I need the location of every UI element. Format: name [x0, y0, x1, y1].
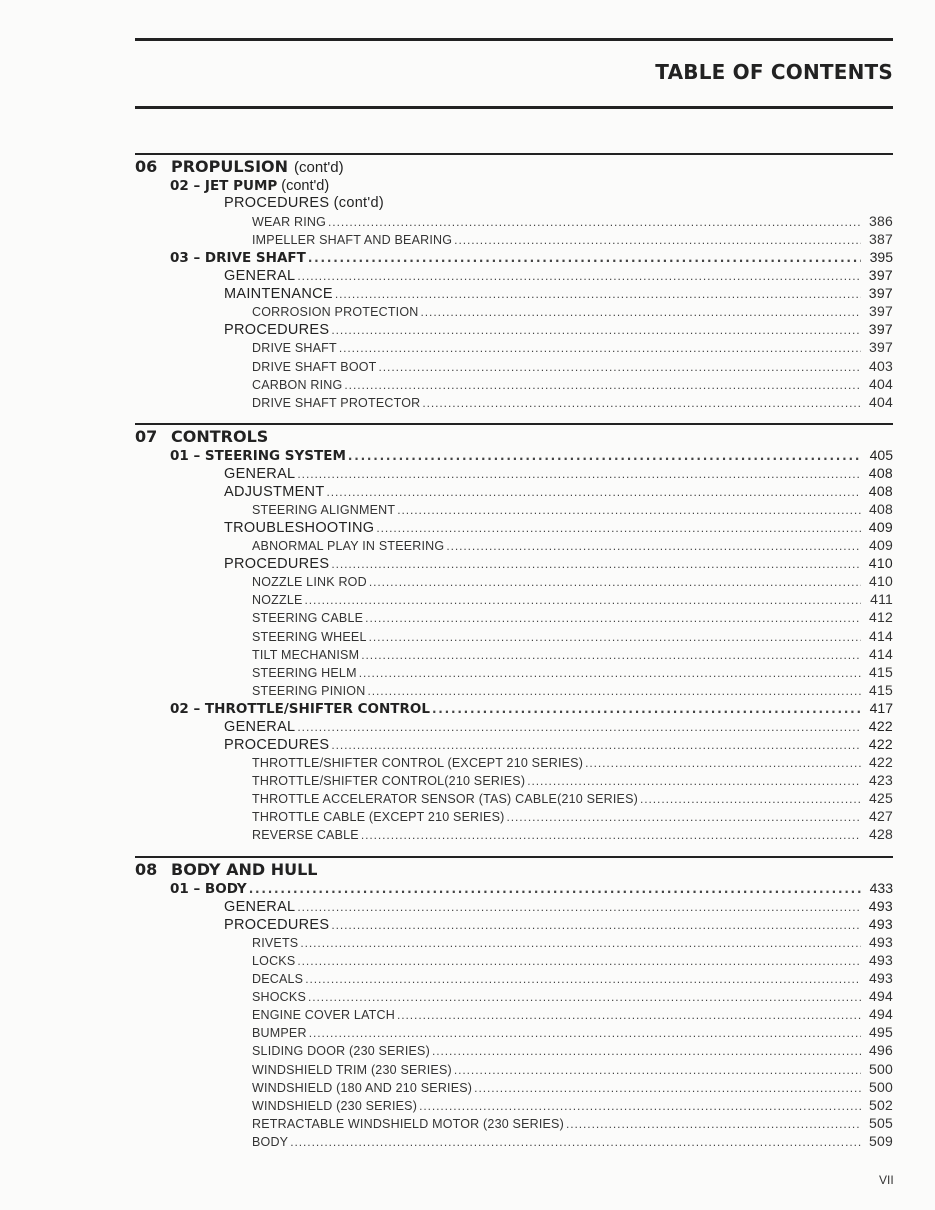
toc-entry-label: PROCEDURES — [224, 556, 330, 573]
toc-dot-leader — [527, 774, 861, 788]
toc-dot-leader — [474, 1081, 861, 1095]
toc-entry-label: REVERSE CABLE — [252, 828, 359, 843]
toc-page-number: 502 — [869, 1096, 893, 1113]
toc-page-number: 425 — [869, 789, 893, 806]
toc-entry[interactable] — [224, 267, 893, 285]
toc-entry[interactable] — [252, 303, 893, 321]
toc-entry-label: WEAR RING — [252, 215, 327, 230]
toc-dot-leader — [290, 1135, 861, 1149]
toc-dot-leader — [309, 1026, 861, 1040]
toc-dot-leader — [365, 611, 861, 625]
toc-entry-label: CORROSION PROTECTION — [252, 305, 419, 320]
toc-entry[interactable] — [252, 1133, 893, 1151]
toc-entry[interactable] — [252, 609, 893, 627]
toc-page-number: 397 — [868, 285, 893, 302]
page-number: VII — [879, 1173, 894, 1187]
toc-entry-label: BODY — [252, 1134, 289, 1149]
toc-dot-leader — [367, 684, 861, 698]
toc-entry-label: GENERAL — [224, 466, 296, 483]
toc-entry[interactable] — [224, 736, 893, 754]
toc-dot-leader — [348, 448, 861, 464]
toc-entry-label: MAINTENANCE — [224, 286, 333, 303]
toc-entry[interactable] — [252, 682, 893, 700]
toc-entry[interactable] — [170, 880, 893, 898]
toc-dot-leader — [566, 1117, 861, 1131]
section-heading — [135, 427, 893, 447]
toc-dot-leader — [300, 936, 861, 950]
toc-entry-label: THROTTLE CABLE (EXCEPT 210 SERIES) — [252, 810, 505, 824]
section-heading — [135, 860, 893, 880]
toc-entry-label: STEERING CABLE — [252, 611, 364, 626]
toc-entry-label — [170, 177, 329, 194]
toc-entry[interactable] — [252, 988, 893, 1006]
toc-entry-label: DECALS — [252, 972, 304, 987]
toc-page-number: 493 — [868, 916, 893, 933]
toc-page-number: 403 — [869, 357, 893, 374]
toc-entry-label: 01 – BODY — [170, 881, 247, 897]
section-number: 06 — [135, 157, 158, 176]
toc-entry[interactable] — [252, 646, 893, 664]
section-rule — [135, 856, 893, 858]
toc-dot-leader — [422, 396, 861, 410]
toc-entry[interactable] — [252, 1079, 893, 1097]
toc-dot-leader — [305, 593, 861, 607]
toc-subheading[interactable]: PROCEDURES (cont'd) — [224, 195, 384, 212]
toc-entry[interactable] — [252, 501, 893, 519]
header-top-rule — [135, 38, 893, 41]
toc-page-number: 409 — [868, 519, 893, 536]
toc-dot-leader — [361, 828, 861, 842]
toc-page-number: 397 — [869, 303, 893, 320]
toc-entry-label: 01 – STEERING SYSTEM — [170, 448, 346, 464]
section-title: PROPULSION — [171, 157, 289, 176]
toc-dot-leader — [397, 1008, 861, 1022]
toc-entry-label: 03 – DRIVE SHAFT — [170, 250, 306, 267]
toc-dot-leader — [376, 520, 861, 536]
toc-entry-label: ABNORMAL PLAY IN STEERING — [252, 539, 445, 554]
toc-page-number: 417 — [869, 699, 893, 716]
toc-page-number: 422 — [868, 735, 893, 752]
toc-entry[interactable] — [252, 591, 893, 609]
toc-dot-leader — [331, 737, 861, 753]
toc-page-number: 505 — [869, 1114, 893, 1131]
toc-dot-leader — [379, 360, 861, 374]
toc-dot-leader — [585, 756, 861, 770]
toc-entry[interactable] — [252, 1024, 893, 1042]
toc-entry[interactable] — [252, 952, 893, 970]
toc-entry-label: DRIVE SHAFT PROTECTOR — [252, 395, 421, 410]
toc-dot-leader — [331, 917, 861, 933]
toc-entry-label: BUMPER — [252, 1026, 307, 1041]
toc-dot-leader — [369, 630, 861, 644]
toc-page-number: 422 — [868, 717, 893, 734]
toc-page-number: 500 — [869, 1060, 893, 1077]
toc-entry-label: GENERAL — [224, 899, 296, 916]
toc-entry[interactable] — [252, 808, 893, 826]
toc-entry-label: LOCKS — [252, 954, 296, 969]
toc-chapter-label: 02 – JET PUMP — [170, 178, 278, 194]
toc-entry[interactable] — [252, 339, 893, 357]
toc-chapter-continued: (cont'd) — [281, 178, 330, 194]
toc-page-number: 493 — [869, 952, 893, 969]
toc-entry[interactable] — [224, 916, 893, 934]
toc-page-number: 410 — [868, 555, 893, 572]
toc-entry[interactable] — [252, 772, 893, 790]
toc-entry-label: PROCEDURES — [224, 917, 330, 934]
toc-entry[interactable] — [224, 555, 893, 573]
toc-entry-label: ADJUSTMENT — [224, 484, 325, 501]
toc-dot-leader — [454, 1063, 861, 1077]
toc-dot-leader — [432, 1044, 861, 1058]
toc-page-number: 414 — [869, 645, 893, 662]
toc-entry[interactable] — [252, 934, 893, 952]
toc-entry-label: THROTTLE ACCELERATOR SENSOR (TAS) CABLE(210 SERIES) — [252, 791, 638, 806]
toc-page-number: 423 — [869, 771, 893, 788]
toc-entry[interactable] — [252, 573, 893, 591]
toc-page-number: 414 — [869, 627, 893, 644]
toc-dot-leader — [446, 539, 861, 553]
toc-page-number: 412 — [869, 609, 893, 626]
toc-entry-label: CARBON RING — [252, 377, 343, 392]
toc-page-number: 493 — [869, 934, 893, 951]
toc-entry[interactable] — [170, 249, 893, 267]
page-title: TABLE OF CONTENTS — [655, 60, 893, 84]
toc-page-number: 408 — [868, 483, 893, 500]
toc-entry[interactable] — [252, 664, 893, 682]
toc-page-number: 427 — [869, 808, 893, 824]
section-number: 08 — [135, 860, 158, 879]
toc-entry-label: RETRACTABLE WINDSHIELD MOTOR (230 SERIES) — [252, 1116, 564, 1131]
toc-dot-leader — [421, 305, 861, 319]
toc-page-number: 404 — [869, 393, 893, 410]
toc-entry-label: WINDSHIELD (180 AND 210 SERIES) — [252, 1080, 473, 1095]
toc-entry-label: THROTTLE/SHIFTER CONTROL(210 SERIES) — [252, 773, 526, 788]
toc-entry[interactable] — [252, 1097, 893, 1115]
toc-dot-leader — [297, 899, 861, 915]
toc-entry[interactable] — [224, 483, 893, 501]
toc-page-number: 397 — [868, 321, 893, 338]
toc-entry-label: STEERING WHEEL — [252, 629, 367, 644]
toc-page-number: 387 — [869, 231, 893, 248]
toc-entry[interactable] — [224, 718, 893, 736]
toc-entry[interactable] — [224, 898, 893, 916]
toc-entry[interactable] — [252, 1061, 893, 1079]
toc-page-number: 415 — [869, 663, 893, 680]
toc-entry[interactable] — [224, 321, 893, 339]
toc-entry[interactable] — [252, 1115, 893, 1133]
toc-dot-leader — [339, 341, 861, 355]
toc-entry-label: WINDSHIELD (230 SERIES) — [252, 1098, 418, 1113]
toc-page-number: 408 — [869, 501, 893, 518]
toc-dot-leader — [305, 972, 861, 986]
toc-page-number: 409 — [869, 537, 893, 554]
toc-page-number: 494 — [869, 1006, 893, 1023]
toc-entry-label: PROCEDURES — [224, 736, 330, 753]
toc-entry-label: DRIVE SHAFT — [252, 341, 337, 356]
toc-page-number: 433 — [869, 880, 893, 896]
toc-dot-leader — [640, 792, 861, 806]
toc-page-number: 386 — [869, 213, 893, 230]
toc-entry-label: GENERAL — [224, 268, 296, 285]
toc-dot-leader — [308, 250, 861, 266]
toc-entry-label: STEERING ALIGNMENT — [252, 503, 396, 518]
toc-entry[interactable] — [252, 394, 893, 412]
toc-entry[interactable] — [224, 465, 893, 483]
section-rule — [135, 153, 893, 155]
section-heading — [135, 157, 893, 177]
toc-page-number: 494 — [869, 988, 893, 1005]
toc-entry[interactable] — [224, 285, 893, 303]
toc-dot-leader — [328, 215, 861, 229]
toc-entry-label: SHOCKS — [252, 990, 306, 1005]
toc-entry-label: IMPELLER SHAFT AND BEARING — [252, 233, 453, 248]
toc-dot-leader — [359, 666, 861, 680]
toc-page-number: 411 — [870, 591, 893, 608]
toc-entry-label: TILT MECHANISM — [252, 647, 360, 662]
toc-entry[interactable] — [252, 376, 893, 394]
toc-dot-leader — [297, 954, 861, 968]
toc-page-number: 496 — [869, 1042, 893, 1059]
toc-dot-leader — [308, 990, 861, 1004]
toc-dot-leader — [454, 233, 861, 247]
toc-dot-leader — [249, 881, 861, 897]
toc-dot-leader — [331, 556, 861, 572]
toc-page-number: 422 — [869, 753, 893, 770]
toc-dot-leader — [397, 503, 861, 517]
toc-dot-leader — [361, 648, 861, 662]
toc-entry-label: TROUBLESHOOTING — [224, 520, 375, 537]
toc-entry-label: THROTTLE/SHIFTER CONTROL (EXCEPT 210 SERIES) — [252, 755, 584, 770]
toc-entry-label: NOZZLE — [252, 593, 303, 608]
toc-page-number: 395 — [869, 249, 893, 266]
toc-page-number: 408 — [868, 465, 893, 482]
toc-entry-label: GENERAL — [224, 718, 296, 735]
toc-dot-leader — [506, 810, 861, 824]
toc-page-number: 509 — [869, 1132, 893, 1149]
toc-entry-label: STEERING HELM — [252, 665, 357, 680]
toc-dot-leader — [297, 268, 861, 284]
toc-entry[interactable] — [252, 1006, 893, 1024]
toc-entry-label: WINDSHIELD TRIM (230 SERIES) — [252, 1062, 452, 1077]
toc-entry[interactable] — [252, 826, 893, 844]
toc-dot-leader — [331, 322, 861, 338]
toc-entry-label: ENGINE COVER LATCH — [252, 1008, 395, 1023]
toc-entry[interactable] — [170, 447, 893, 465]
toc-entry[interactable] — [252, 358, 893, 376]
toc-dot-leader — [369, 575, 861, 589]
toc-dot-leader — [297, 719, 861, 735]
toc-page-number: 397 — [869, 339, 893, 356]
toc-entry-label: DRIVE SHAFT BOOT — [252, 359, 377, 374]
section-rule — [135, 423, 893, 425]
toc-entry-label: NOZZLE LINK ROD — [252, 575, 367, 590]
toc-dot-leader — [432, 701, 861, 717]
toc-page-number: 405 — [869, 447, 893, 463]
toc-entry[interactable] — [170, 177, 893, 195]
toc-page-number: 428 — [869, 826, 893, 843]
toc-entry-label: PROCEDURES — [224, 322, 330, 339]
toc-dot-leader — [326, 484, 861, 500]
toc-entry[interactable] — [252, 754, 893, 772]
toc-dot-leader — [335, 286, 861, 302]
toc-page-number: 500 — [869, 1078, 893, 1095]
header-bottom-rule — [135, 106, 893, 109]
toc-entry[interactable] — [252, 790, 893, 808]
toc-entry[interactable] — [224, 519, 893, 537]
toc-entry[interactable] — [252, 537, 893, 555]
toc-dot-leader — [344, 378, 861, 392]
toc-entry[interactable] — [170, 700, 893, 718]
toc-entry[interactable] — [252, 213, 893, 231]
section-continued: (cont'd) — [294, 159, 344, 176]
toc-entry[interactable] — [252, 628, 893, 646]
toc-entry[interactable] — [252, 231, 893, 249]
toc-page-number: 397 — [868, 267, 893, 284]
toc-entry-label: SLIDING DOOR (230 SERIES) — [252, 1044, 430, 1059]
toc-entry[interactable] — [252, 970, 893, 988]
toc-entry[interactable] — [252, 1042, 893, 1060]
toc-entry-label: RIVETS — [252, 936, 299, 951]
toc-dot-leader — [419, 1099, 861, 1113]
section-title: CONTROLS — [171, 427, 269, 446]
toc-page-number: 404 — [869, 375, 893, 392]
toc-entry-label: 02 – THROTTLE/SHIFTER CONTROL — [170, 700, 430, 717]
toc-page-number: 415 — [869, 681, 893, 698]
toc-entry-label: STEERING PINION — [252, 683, 366, 698]
toc-page-number: 410 — [869, 573, 893, 590]
toc-dot-leader — [297, 466, 861, 482]
toc-page-number: 493 — [868, 898, 893, 915]
section-number: 07 — [135, 427, 158, 446]
toc-page-number: 493 — [869, 970, 893, 987]
section-title: BODY AND HULL — [171, 860, 318, 879]
toc-page-number: 495 — [869, 1024, 893, 1041]
